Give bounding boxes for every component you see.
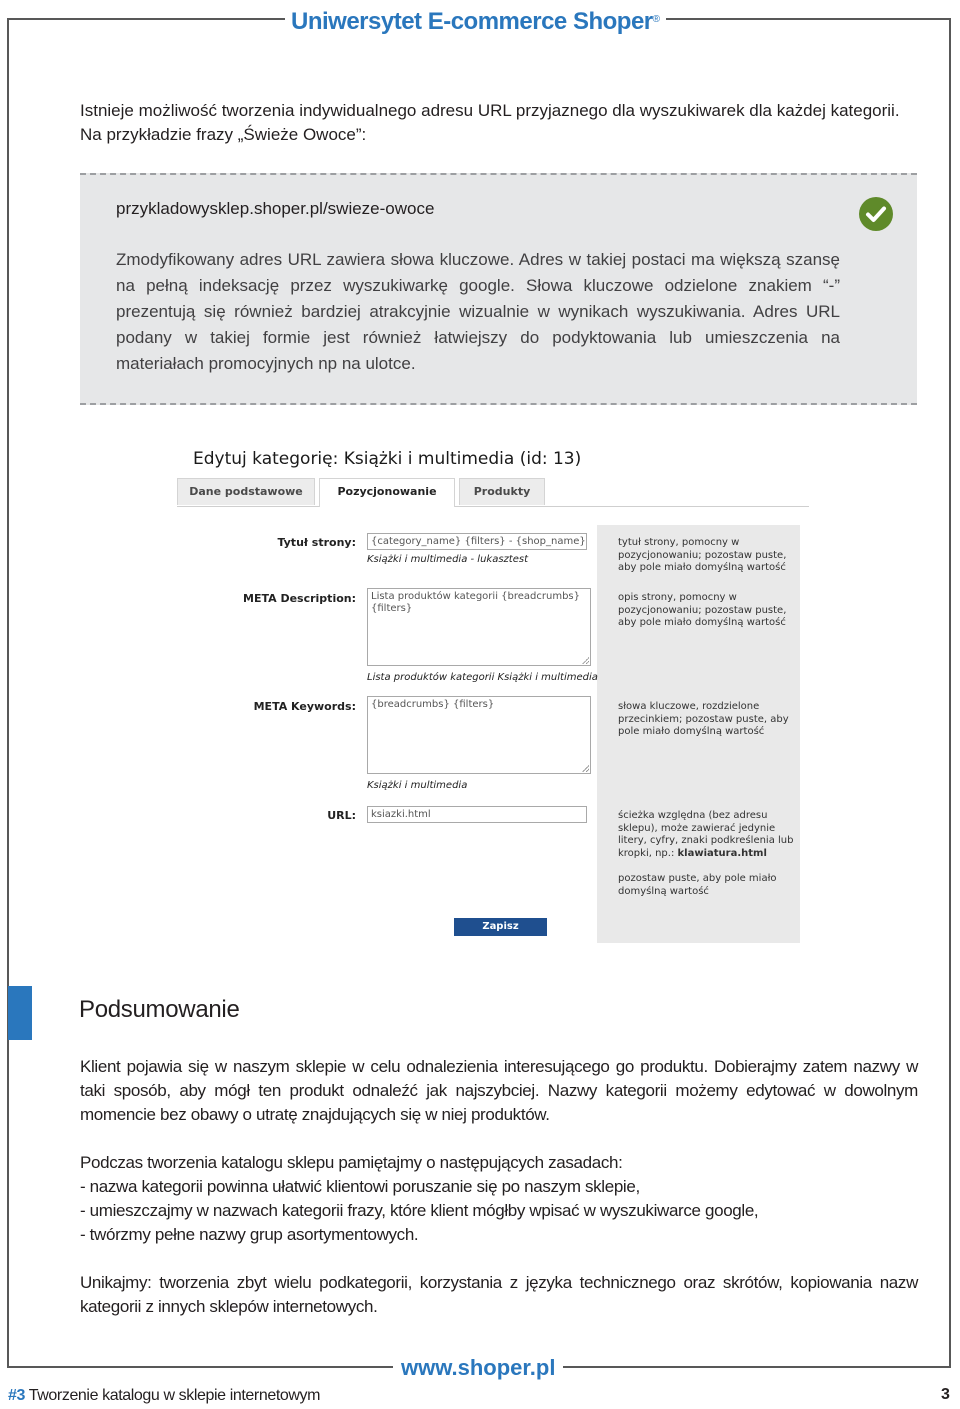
- meta-keywords-textarea[interactable]: [367, 696, 591, 774]
- title-label: Tytuł strony:: [277, 536, 356, 549]
- resize-grip-icon[interactable]: [582, 657, 589, 664]
- save-button[interactable]: Zapisz: [454, 918, 547, 936]
- meta-description-textarea[interactable]: [367, 588, 591, 666]
- rule-item: - nazwa kategorii powinna ułatwić klientowi poruszanie się po naszym sklepie,: [80, 1177, 640, 1196]
- admin-screenshot: [172, 413, 822, 958]
- url-help-text: ścieżka względna (bez adresu sklepu), może zawierać jedynie litery, cyfry, znaki podkreślenia lub kropki, np.:: [618, 810, 794, 859]
- meta-description-help: opis strony, pomocny w pozycjonowaniu; pozostaw puste, aby pole miało domyślną wartość: [618, 592, 787, 628]
- rule-item: - umieszczajmy w nazwach kategorii frazy, które klient mógłby wpisać w wyszukiwarce google,: [80, 1201, 759, 1220]
- url-label: URL:: [327, 809, 356, 822]
- url-input[interactable]: ksiazki.html: [367, 806, 587, 823]
- intro-line-1: Istnieje możliwość tworzenia indywidualnego adresu URL przyjaznego dla wyszukiwarek dla każdej kategorii.: [80, 101, 900, 120]
- tab-positioning[interactable]: Pozycjonowanie: [319, 478, 455, 507]
- url-help-example: klawiatura.html: [677, 847, 767, 859]
- meta-keywords-label: META Keywords:: [253, 700, 356, 713]
- title-input[interactable]: {category_name} {filters} - {shop_name}: [367, 533, 587, 550]
- footer-section: [8, 1387, 320, 1405]
- intro-text: [80, 99, 918, 147]
- section-title: Tworzenie katalogu w sklepie internetowym: [28, 1387, 321, 1404]
- meta-description-preview: Lista produktów kategorii Książki i multimedia: [367, 672, 598, 683]
- avoid-text: Unikajmy: tworzenia zbyt wielu podkategorii, korzystania z języka technicznego oraz skrótów, kopiowania nazw kategorii z innych sklepów internetowych.: [80, 1273, 918, 1316]
- section-heading: Podsumowanie: [79, 996, 240, 1023]
- rules-list: [80, 1151, 918, 1247]
- meta-description-value: Lista produktów kategorii {breadcrumbs} {filters}: [371, 591, 580, 614]
- url-help-default: pozostaw puste, aby pole miało domyślną wartość: [618, 873, 777, 897]
- summary-text: Klient pojawia się w naszym sklepie w celu odnalezienia interesującego go produktu. Dobierajmy zatem nazwy w taki sposób, aby mógł ten produkt odnaleźć jak najszybciej. Nazwy kategorii możemy edytować w dowolnym momencie bez obawy o utratę znajdujących się w niej produktów.: [80, 1057, 918, 1124]
- page-number: 3: [941, 1386, 950, 1403]
- summary-paragraph: [80, 1055, 918, 1127]
- help-column: [597, 525, 800, 943]
- avoid-paragraph: [80, 1271, 918, 1319]
- section-marker: [8, 986, 32, 1040]
- rules-intro: Podczas tworzenia katalogu sklepu pamiętajmy o następujących zasadach:: [80, 1153, 623, 1172]
- footer-url[interactable]: www.shoper.pl: [393, 1355, 563, 1381]
- tab-products[interactable]: Produkty: [459, 478, 545, 505]
- tip-box: [80, 173, 917, 405]
- tab-basic-data[interactable]: Dane podstawowe: [177, 478, 315, 505]
- tip-text: Zmodyfikowany adres URL zawiera słowa kluczowe. Adres w takiej postaci ma większą szansę na pełną indeksację przez wyszukiwarkę google. Słowa kluczowe odzielone znakiem “-” prezentują się również bardziej atrakcyjnie wizualnie w wynikach wyszukiwania. Adres URL podany w takiej formie jest również łatwiejszy do podyktowania lub umieszczenia na materiałach promocyjnych np na ulotce.: [116, 250, 840, 373]
- tab-bar: [177, 478, 809, 507]
- brand-name: Uniwersytet E-commerce Shoper: [291, 8, 653, 35]
- example-url: przykladowysklep.shoper.pl/swieze-owoce: [116, 199, 435, 218]
- registered-mark: ®: [652, 14, 660, 25]
- meta-description-label: META Description:: [243, 592, 356, 605]
- meta-keywords-help: słowa kluczowe, rozdzielone przecinkiem; pozostaw puste, aby pole miało domyślną wartość: [618, 701, 789, 737]
- issue-number: #3: [8, 1387, 25, 1404]
- rule-item: - twórzmy pełne nazwy grup asortymentowych.: [80, 1225, 419, 1244]
- edit-category-title: Edytuj kategorię: Książki i multimedia (id: 13): [193, 449, 582, 469]
- meta-keywords-preview: Książki i multimedia: [367, 780, 468, 791]
- title-preview: Książki i multimedia - lukasztest: [367, 554, 528, 565]
- resize-grip-icon[interactable]: [582, 765, 589, 772]
- check-circle-icon: [859, 197, 893, 231]
- url-help: [618, 810, 798, 860]
- brand-header: [285, 8, 666, 36]
- meta-keywords-value: {breadcrumbs} {filters}: [371, 699, 495, 710]
- title-help: tytuł strony, pomocny w pozycjonowaniu; pozostaw puste, aby pole miało domyślną wartość: [618, 537, 787, 573]
- intro-line-2: Na przykładzie frazy „Świeże Owoce”:: [80, 125, 367, 144]
